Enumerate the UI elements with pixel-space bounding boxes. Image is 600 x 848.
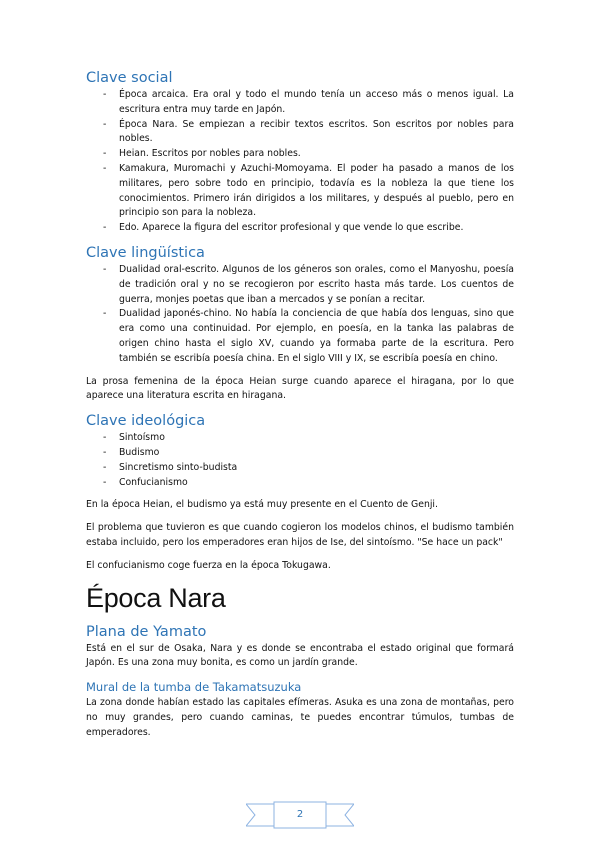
list-item: - Budismo [86,446,514,461]
list-item: - Sincretismo sinto-budista [86,461,514,476]
page-content [86,70,514,750]
heading-plana-yamato: Plana de Yamato [86,623,207,640]
page-footer [246,801,354,829]
section-clave-ideologica [86,413,514,573]
section-clave-social [86,70,514,236]
list-item: - Edo. Aparece la figura del escritor profesional y que vende lo que escribe. [86,221,514,236]
paragraph-prosa-femenina: La prosa femenina de la época Heian surge cuando aparece el hiragana, por lo que aparece una literatura escrita en hiragana. [86,375,514,402]
list-item: - Kamakura, Muromachi y Azuchi-Momoyama. El poder ha pasado a manos de los militares, pero sobre todo en principio, todavía es la nobleza la que tiene los conocimientos. Primero irán dirigidos a los militares, y después al pueblo, pero en principio son para la nobleza. [86,162,514,221]
section-plana-yamato [86,624,514,672]
paragraph-mural-takamatsuzuka: La zona donde habían estado las capitales efímeras. Asuka es una zona de montañas, pero no muy grandes, pero cuando caminas, te puedes encontrar túmulos, tumbas de emperadores. [86,697,514,738]
section-mural-takamatsuzuka [86,680,514,740]
list-item: - Dualidad japonés-chino. No había la conciencia de que había dos lenguas, sino que era como una continuidad. Por ejemplo, en poesía, en la tanka las palabras de origen chino hasta el siglo XV, cuando ya formaba parte de la escritura. Pero también se escribía poesía china. En el siglo VIII y IX, se escribía poesía en chino. [86,307,514,366]
heading-mural-takamatsuzuka: Mural de la tumba de Takamatsuzuka [86,680,302,695]
list-item: - Sintoísmo [86,431,514,446]
paragraph-plana-yamato: Está en el sur de Osaka, Nara y es donde se encontraba el estado original que formará Japón. Es una zona muy bonita, es como un jardín grande. [86,642,514,669]
heading-clave-social: Clave social [86,70,173,86]
list-item: - Época Nara. Se empiezan a recibir textos escritos. Son escritos por nobles para nobles. [86,118,514,148]
list-item: - Época arcaica. Era oral y todo el mundo tenía un acceso más o menos igual. La escritura entra muy tarde en Japón. [86,88,514,118]
list-item: - Dualidad oral-escrito. Algunos de los géneros son orales, como el Manyoshu, poesía de tradición oral y no se recogieron por escrito hasta más tarde. Los cuentos de guerra, monjes poetas que iban a mercados y se ponían a recitar. [86,263,514,307]
title-epoca-nara: Época Nara [86,582,226,613]
paragraph-heian-budismo: En la época Heian, el budismo ya está muy presente en el Cuento de Genji. [86,499,438,511]
paragraph-confucianismo: El confucianismo coge fuerza en la época Tokugawa. [86,559,331,571]
list-clave-social [86,88,514,236]
heading-clave-linguistica: Clave lingüística [86,244,205,261]
page-number: 2 [296,809,304,820]
list-clave-linguistica [86,263,514,367]
list-clave-ideologica [86,431,514,490]
heading-clave-ideologica: Clave ideológica [86,413,206,430]
section-clave-linguistica [86,245,514,404]
list-item: - Confucianismo [86,476,514,491]
paragraph-modelos-chinos: El problema que tuvieron es que cuando cogieron los modelos chinos, el budismo también estaba incluido, pero los emperadores eran hijos de Ise, del sintoísmo. "Se hace un pack" [86,522,514,548]
list-item: - Heian. Escritos por nobles para nobles. [86,147,514,162]
